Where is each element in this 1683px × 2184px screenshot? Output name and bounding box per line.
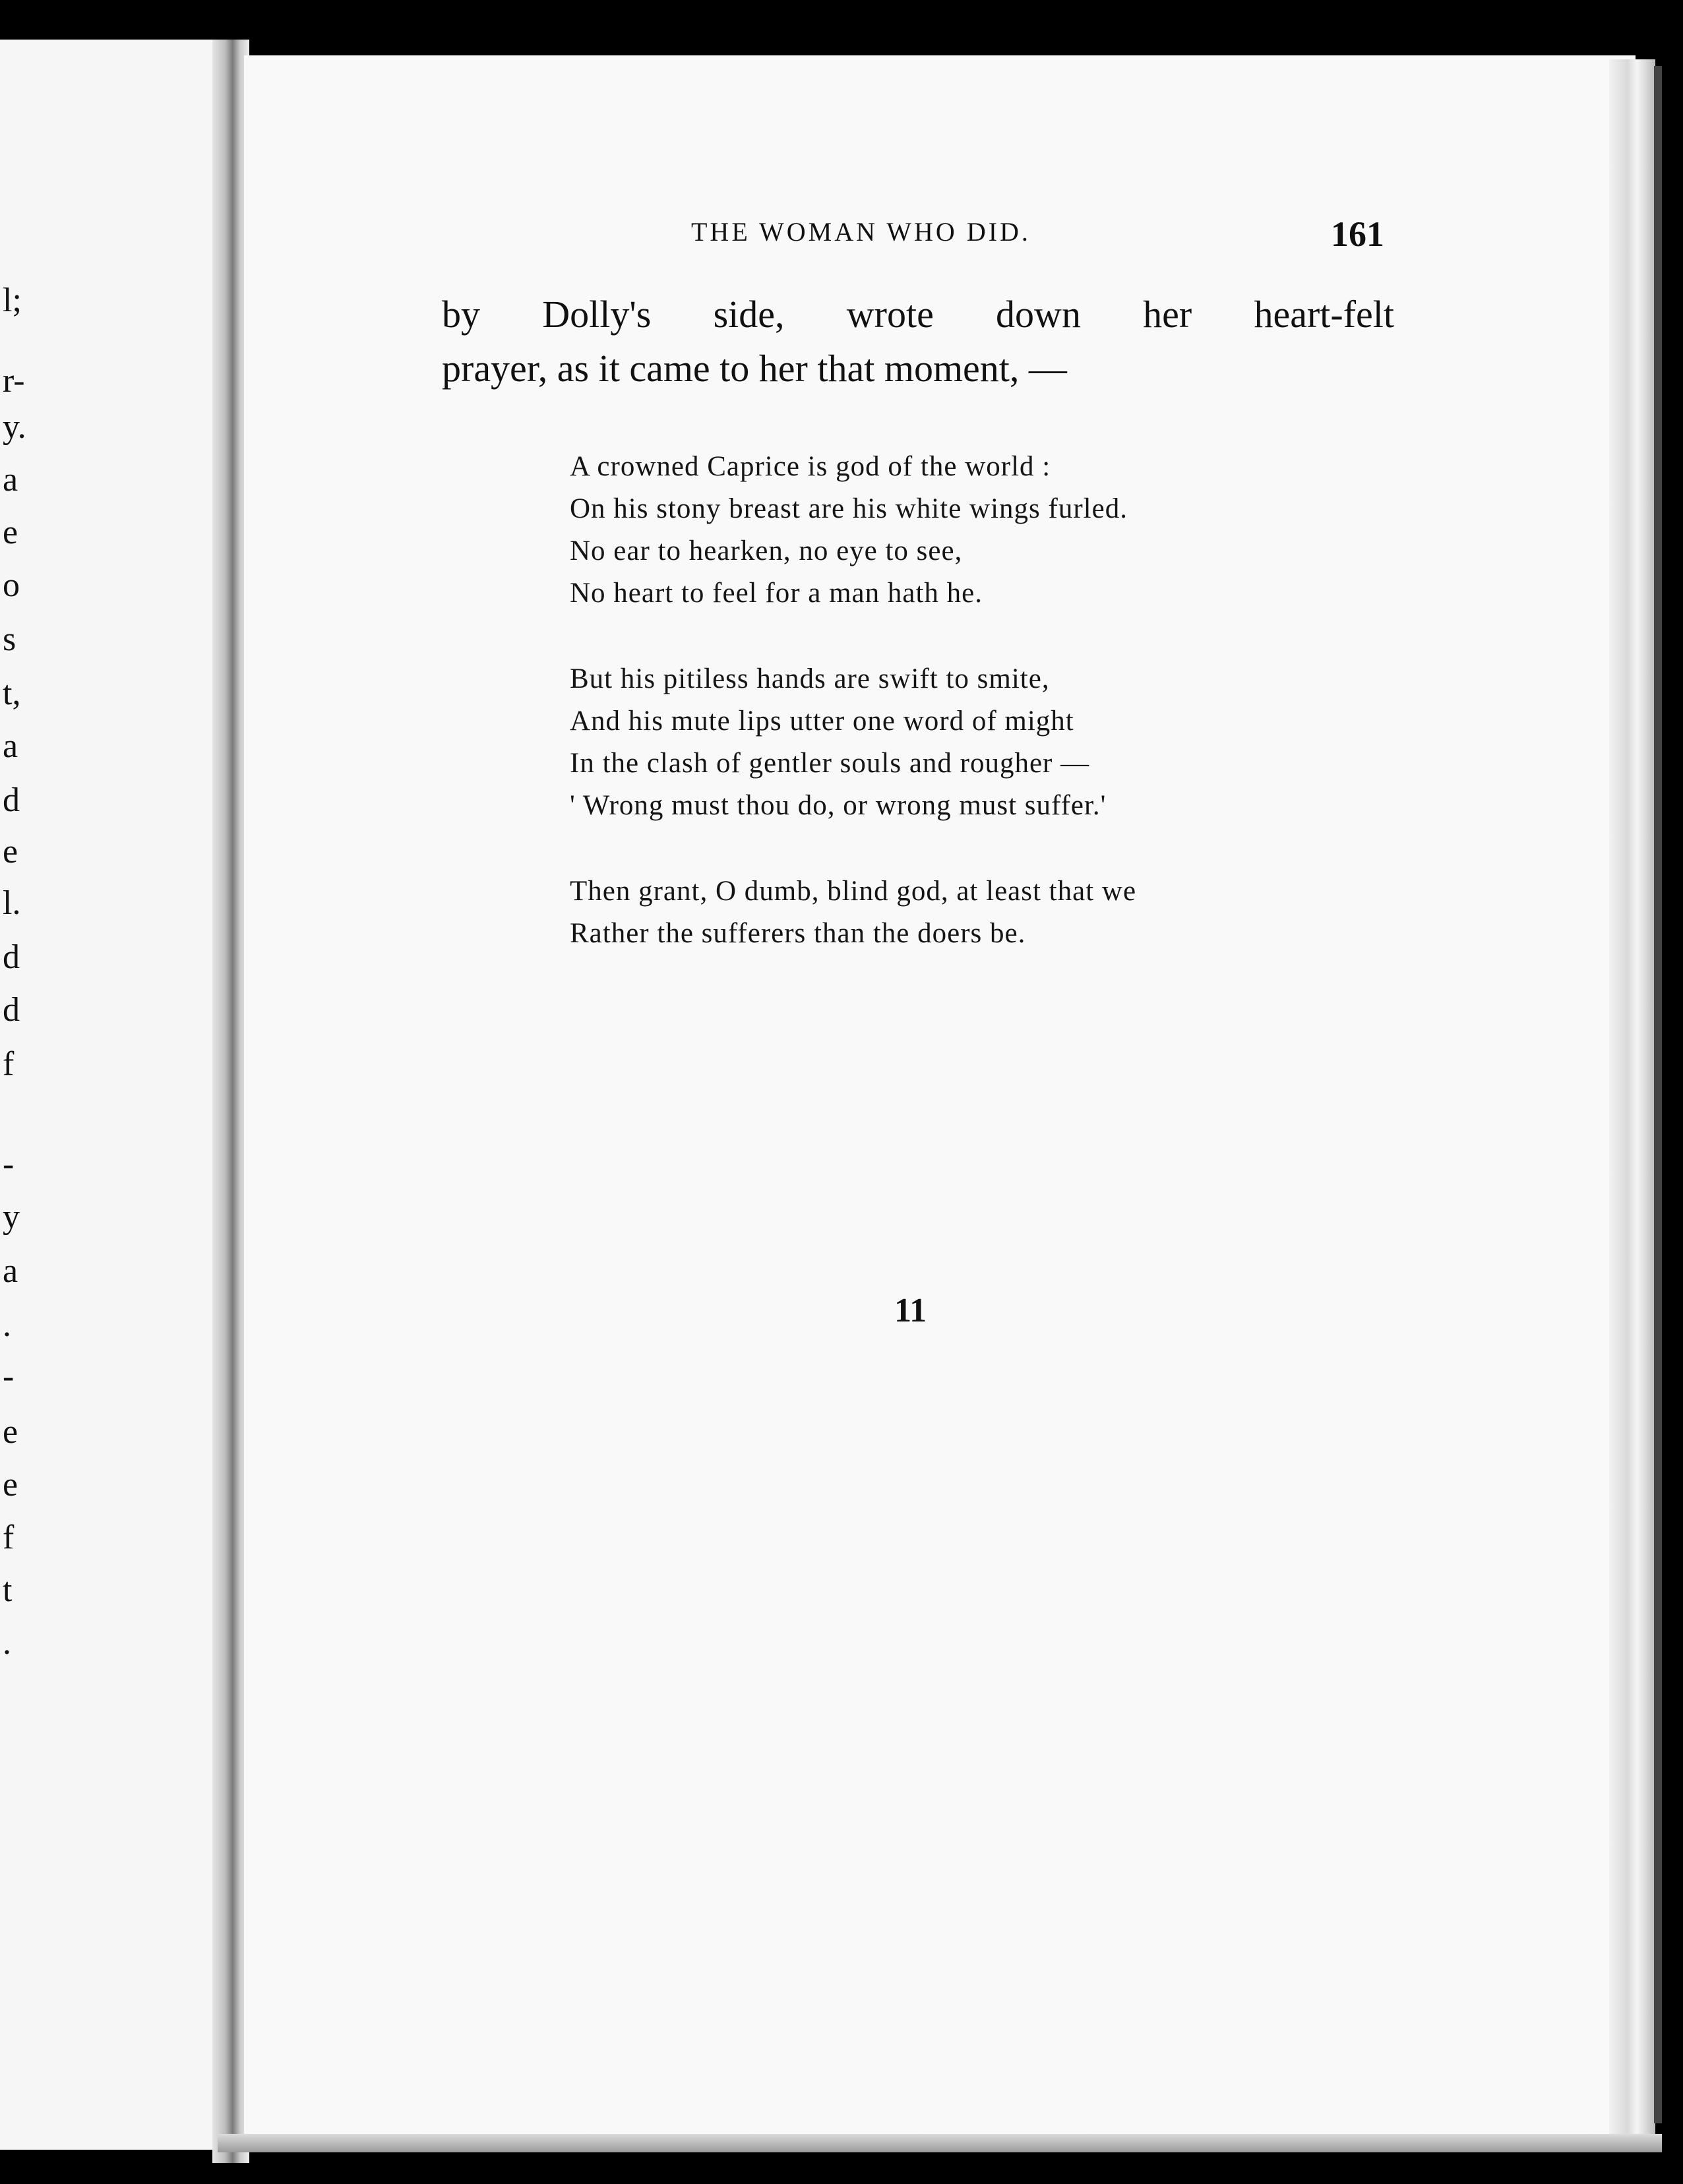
left-page-fragment: r- <box>3 362 25 400</box>
left-page-fragment: . <box>3 1624 11 1662</box>
prose-line: by Dolly's side, wrote down her heart-felt <box>442 293 1394 336</box>
left-page-fragment: e <box>3 833 18 870</box>
poem-stanza <box>570 870 1136 955</box>
left-page-fragment: f <box>3 1519 15 1556</box>
page-number: 161 <box>1331 214 1384 254</box>
left-page-text-fragments <box>0 40 231 2150</box>
left-page-fragment: a <box>3 1252 18 1290</box>
verse-line: Rather the sufferers than the doers be. <box>570 918 1026 949</box>
left-page-fragment: l. <box>3 884 21 922</box>
left-page-fragment: f <box>3 1045 15 1083</box>
verse-line: On his stony breast are his white wings furled. <box>570 493 1128 524</box>
running-head: THE WOMAN WHO DID. <box>691 217 1031 247</box>
left-page-fragment: e <box>3 1466 18 1503</box>
left-page-fragment: o <box>3 566 20 604</box>
left-page-fragment: - <box>3 1145 15 1183</box>
left-page-fragment: t <box>3 1571 13 1609</box>
page-edge-shadow <box>1654 66 1662 2123</box>
left-page-fragment: e <box>3 1413 18 1451</box>
prose-line: prayer, as it came to her that moment, — <box>442 347 1067 390</box>
verse-line: Then grant, O dumb, blind god, at least that we <box>570 876 1137 907</box>
verse-line: In the clash of gentler souls and rougher — <box>570 748 1090 779</box>
verse-line: No heart to feel for a man hath he. <box>570 578 983 609</box>
left-facing-page <box>0 40 231 2150</box>
left-page-fragment: y <box>3 1198 20 1236</box>
verse-line: ' Wrong must thou do, or wrong must suffer.' <box>570 790 1107 821</box>
left-page-fragment: d <box>3 781 20 819</box>
left-page-fragment: . <box>3 1306 11 1344</box>
signature-mark: 11 <box>894 1292 927 1329</box>
prose-paragraph <box>442 288 1394 396</box>
poem <box>570 446 1136 998</box>
left-page-fragment: - <box>3 1358 15 1395</box>
bottom-page-edge <box>218 2134 1662 2152</box>
left-page-fragment: a <box>3 461 18 499</box>
left-page-fragment: e <box>3 514 18 551</box>
left-page-fragment: l; <box>3 282 22 319</box>
left-page-fragment: d <box>3 938 20 976</box>
verse-line: But his pitiless hands are swift to smite, <box>570 663 1050 694</box>
left-page-fragment: s <box>3 621 16 658</box>
page-edge <box>1609 59 1655 2143</box>
left-page-fragment: a <box>3 727 18 765</box>
left-page-fragment: y. <box>3 408 26 446</box>
poem-stanza <box>570 658 1136 827</box>
verse-line: And his mute lips utter one word of might <box>570 706 1074 737</box>
left-page-fragment: d <box>3 991 20 1029</box>
verse-line: A crowned Caprice is god of the world : <box>570 451 1051 482</box>
poem-stanza <box>570 446 1136 615</box>
left-page-fragment: t, <box>3 675 21 712</box>
verse-line: No ear to hearken, no eye to see, <box>570 535 963 566</box>
